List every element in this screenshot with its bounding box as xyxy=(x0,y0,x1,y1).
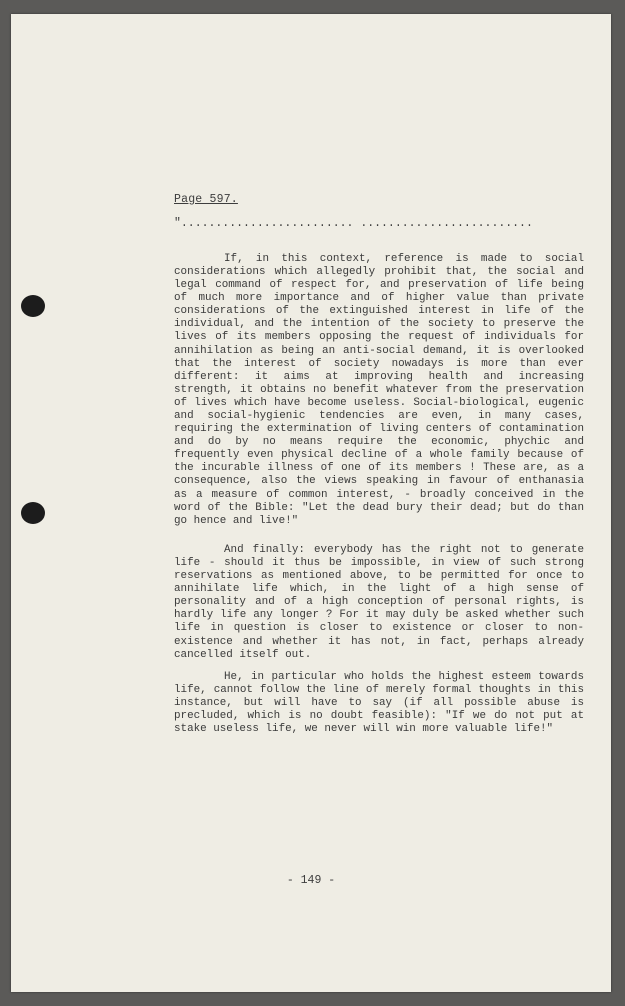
document-page xyxy=(11,14,611,992)
page-number: - 149 - xyxy=(286,874,336,887)
paragraph: If, in this context, reference is made to social considerations which allegedly prohibit that, the social and legal command of respect for, and preservation of life being of much more importance and of higher value than private considerations of the extinguished interest in life of the individual, and the intention of the society to preserve the lives of its members opposing the request of individuals for annihilation as being an anti-social demand, it is overlooked that the interest of society nowadays is more than ever different: it aims at improving health and increasing strength, it obtains no benefit whatever from the preservation of lives which have become useless. Social-biological, eugenic and social-hygienic tendencies are even, in many cases, requiring the extermination of living centers of contamination and do by no means require the economic, phychic and frequently even physical decline of a whole family because of the incurable illness of one of its members ! These are, as a consequence, also the views speaking in favour of enthanasia as a measure of common interest, - broadly conceived in the word of the Bible: "Let the dead bury their dead; but do than go hence and live!" xyxy=(174,252,584,527)
opening-quote-dots: "......................... ......................... xyxy=(174,217,533,230)
paragraph: He, in particular who holds the highest esteem towards life, cannot follow the line of merely formal thoughts in this instance, but will have to say (if all possible abuse is precluded, which is no doubt feasible): "If we do not put at stake useless life, we never will win more valuable life!" xyxy=(174,670,584,736)
page-reference: Page 597. xyxy=(174,193,238,206)
punch-hole xyxy=(21,502,45,524)
punch-hole xyxy=(21,295,45,317)
paragraph: And finally: everybody has the right not to generate life - should it thus be impossible, in view of such strong reservations as mentioned above, to be permitted for once to annihilate life which, in the light of a high sense of personality and of a high conception of personal rights, is hardly life any longer ? For it may duly be asked whether such life in question is closer to existence or closer to non-existence and whether it has not, in fact, perhaps already cancelled itself out. xyxy=(174,543,584,661)
